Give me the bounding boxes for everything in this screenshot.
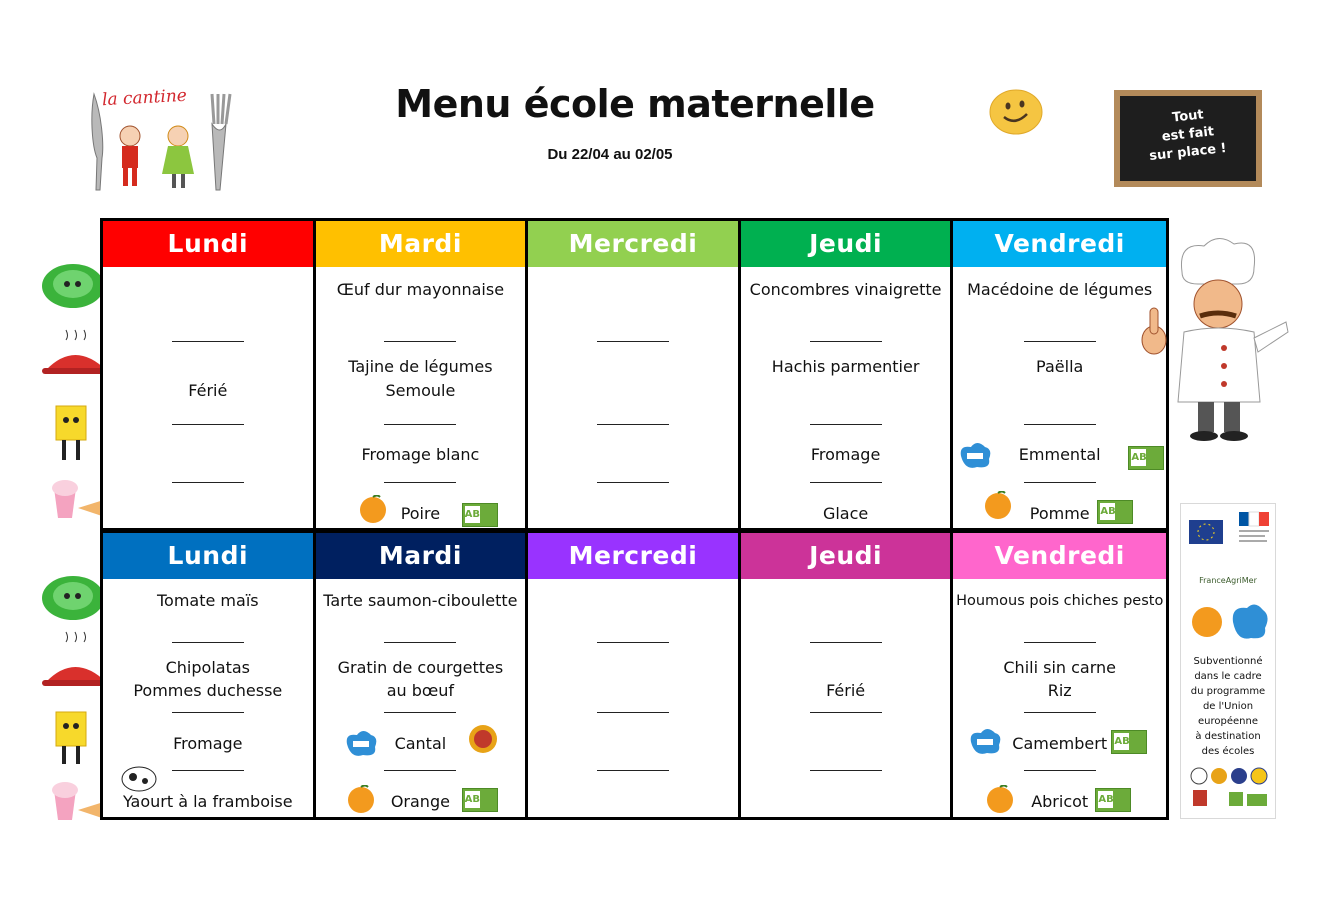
side-dish: Pommes duchesse (133, 681, 283, 700)
separator (172, 712, 244, 713)
separator (172, 424, 244, 425)
starter: Œuf dur mayonnaise (336, 280, 505, 299)
organic-ab-text: AB (1114, 733, 1129, 750)
starter: Tomate maïs (156, 591, 259, 610)
separator (810, 642, 882, 643)
day-column (316, 221, 529, 528)
separator (172, 642, 244, 643)
organic-ab-text: AB (465, 506, 480, 523)
main-dish: Hachis parmentier (771, 357, 920, 376)
chalkboard-sign (1114, 90, 1262, 187)
organic-ab-text: AB (465, 791, 480, 808)
separator (384, 712, 456, 713)
date-range: Du 22/04 au 02/05 (547, 146, 673, 163)
organic-ab-icon (1097, 500, 1133, 524)
subsidy-line: du programme (1190, 686, 1266, 697)
day-column (953, 221, 1166, 528)
separator (597, 770, 669, 771)
day-column (528, 533, 741, 817)
organic-ab-text: AB (1100, 503, 1115, 520)
subsidy-line: Subventionné (1193, 656, 1263, 667)
separator (172, 482, 244, 483)
separator (384, 770, 456, 771)
organic-ab-icon (1095, 788, 1131, 812)
organic-ab-icon (1128, 446, 1164, 470)
chalkboard-line-2: est fait (1161, 124, 1215, 145)
week2-menu (100, 530, 1169, 820)
separator (810, 424, 882, 425)
cow-logo-icon (119, 761, 159, 793)
day-column (741, 221, 954, 528)
page-title: Menu école maternelle (395, 82, 875, 126)
main-dish: Férié (188, 381, 228, 400)
cheese-icon (56, 406, 86, 460)
separator (810, 712, 882, 713)
starter: Tarte saumon-ciboulette (323, 591, 518, 610)
starter: Macédoine de légumes (967, 280, 1153, 299)
subsidy-text (1181, 654, 1275, 759)
day-column (316, 533, 529, 817)
side-dish: Semoule (385, 381, 456, 400)
school-programme-logos (1189, 600, 1269, 644)
eu-flag-icon (1187, 510, 1273, 560)
franceagrimer-logo: FranceAgriMer (1199, 576, 1257, 585)
dessert: Yaourt à la framboise (122, 792, 293, 811)
separator (597, 642, 669, 643)
subsidy-line: de l'Union (1202, 701, 1254, 712)
salad-icon (42, 264, 104, 308)
organic-ab-icon (462, 788, 498, 812)
dessert: Orange (390, 792, 450, 811)
cantine-logo (80, 86, 240, 198)
subsidy-line: européenne (1198, 716, 1258, 727)
eu-programme-panel (1180, 503, 1276, 819)
separator (384, 642, 456, 643)
separator (1024, 712, 1096, 713)
day-header: Mardi (316, 221, 526, 267)
main-dish: Gratin de courgettes (337, 658, 504, 677)
main-dish: Tajine de légumes (348, 357, 493, 376)
dairy: Camembert (1012, 734, 1108, 753)
organic-ab-text: AB (1098, 791, 1113, 808)
smiley-icon (989, 89, 1043, 135)
day-column (103, 221, 316, 528)
day-column (528, 221, 741, 528)
dessert: Pomme (1029, 504, 1090, 523)
day-column (953, 533, 1166, 817)
dessert: Glace (822, 504, 869, 523)
separator (597, 482, 669, 483)
dairy: Cantal (394, 734, 447, 753)
main-dish: Férié (826, 681, 866, 700)
day-header: Jeudi (741, 533, 951, 579)
separator (1024, 424, 1096, 425)
dessert: Poire (400, 504, 441, 523)
organic-ab-icon (1111, 730, 1147, 754)
separator (597, 424, 669, 425)
separator (810, 482, 882, 483)
chef-illustration (1138, 232, 1290, 442)
day-header: Mercredi (528, 221, 738, 267)
dessert: Abricot (1031, 792, 1089, 811)
separator (597, 712, 669, 713)
chalkboard-line-1: Tout (1171, 107, 1205, 126)
main-dish: Chili sin carne (1003, 658, 1116, 677)
separator (1024, 341, 1096, 342)
dairy: Fromage (810, 445, 881, 464)
separator (172, 770, 244, 771)
starter: Concombres vinaigrette (749, 280, 942, 299)
aop-label-icon (468, 724, 498, 754)
separator (384, 341, 456, 342)
day-header: Lundi (103, 533, 313, 579)
separator (1024, 770, 1096, 771)
subsidy-line: dans le cadre (1194, 671, 1262, 682)
day-header: Mardi (316, 533, 526, 579)
day-header: Jeudi (741, 221, 951, 267)
day-column (741, 533, 954, 817)
subsidy-line: à destination (1195, 731, 1261, 742)
separator (597, 341, 669, 342)
day-header: Lundi (103, 221, 313, 267)
main-dish: Paëlla (1036, 357, 1084, 376)
quality-labels-icons (1189, 766, 1269, 810)
dairy: Fromage blanc (361, 445, 480, 464)
separator (1024, 482, 1096, 483)
dairy: Emmental (1018, 445, 1101, 464)
subsidy-line: des écoles (1201, 746, 1255, 757)
chalkboard-line-3: sur place ! (1148, 140, 1228, 165)
organic-ab-text: AB (1131, 449, 1146, 466)
starter: Houmous pois chiches pesto (956, 593, 1164, 609)
day-header: Mercredi (528, 533, 738, 579)
cheese-icon (56, 712, 86, 764)
day-header: Vendredi (953, 221, 1166, 267)
week1-menu (100, 218, 1169, 531)
day-column (103, 533, 316, 817)
separator (810, 770, 882, 771)
separator (384, 424, 456, 425)
side-dish: au bœuf (386, 681, 455, 700)
salad-icon (42, 576, 104, 620)
dairy: Fromage (173, 734, 243, 753)
main-dish: Chipolatas (165, 658, 250, 677)
side-dish: Riz (1047, 681, 1072, 700)
separator (1024, 642, 1096, 643)
organic-ab-icon (462, 503, 498, 527)
separator (810, 341, 882, 342)
separator (384, 482, 456, 483)
cantine-logo-text: la cantine (101, 85, 188, 111)
separator (172, 341, 244, 342)
day-header: Vendredi (953, 533, 1166, 579)
